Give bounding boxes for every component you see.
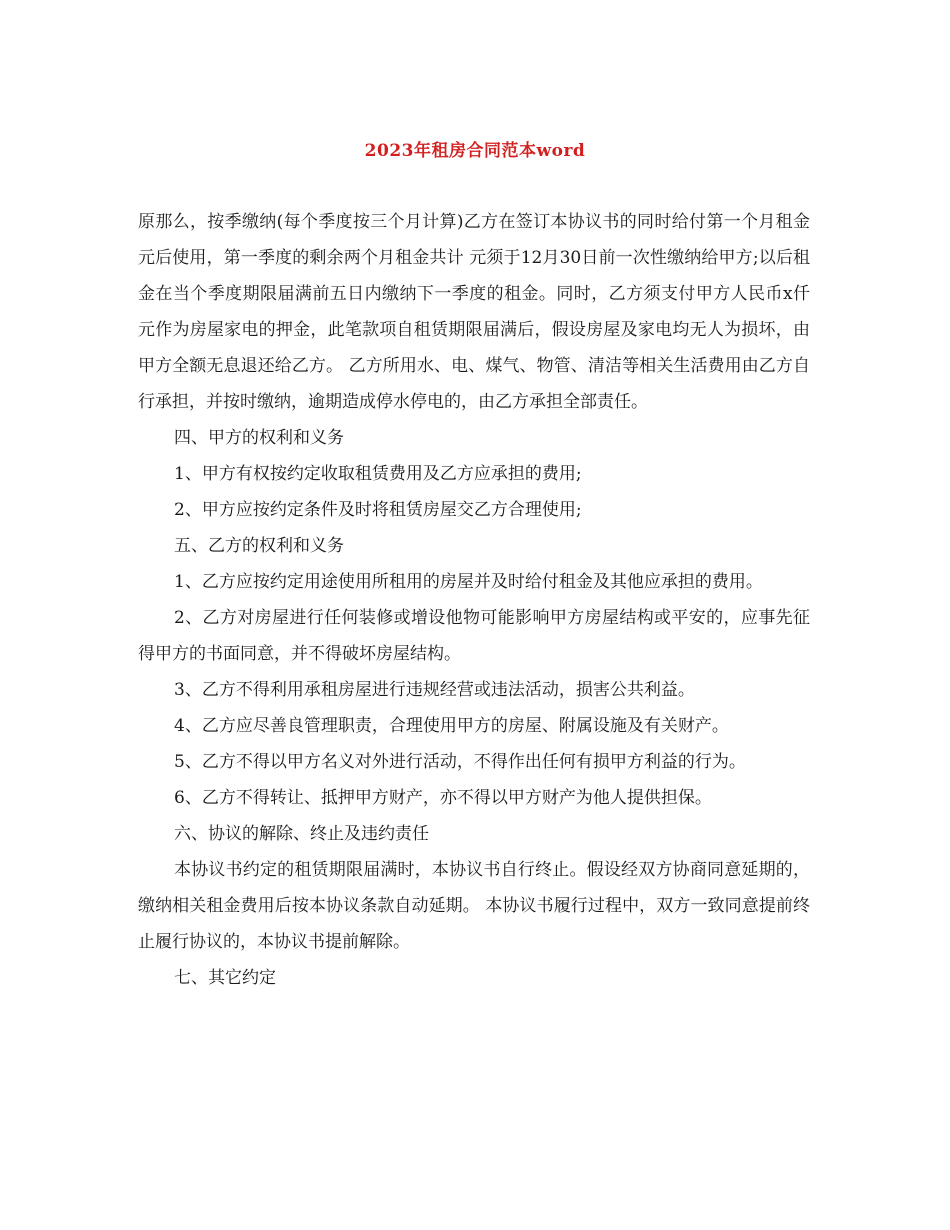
section-heading-party-b-rights: 五、乙方的权利和义务 [174,536,344,556]
document-body [138,204,810,996]
clause-b-5: 5、乙方不得以甲方名义对外进行活动，不得作出任何有损甲方利益的行为。 [174,752,746,772]
paragraph-termination: 本协议书约定的租赁期限届满时，本协议书自行终止。假设经双方协商同意延期的，缴纳相关租金费用后按本协议条款自动延期。 本协议书履行过程中，双方一致同意提前终止履行协议的，本协议书提前解除。 [138,860,810,952]
clause-b-6: 6、乙方不得转让、抵押甲方财产，亦不得以甲方财产为他人提供担保。 [174,788,712,808]
clause-a-2: 2、甲方应按约定条件及时将租赁房屋交乙方合理使用; [174,500,582,520]
section-heading-party-a-rights: 四、甲方的权利和义务 [174,428,344,448]
clause-b-1: 1、乙方应按约定用途使用所租用的房屋并及时给付租金及其他应承担的费用。 [174,572,763,592]
section-heading-other: 七、其它约定 [174,968,276,988]
clause-b-4: 4、乙方应尽善良管理职责，合理使用甲方的房屋、附属设施及有关财产。 [174,716,729,736]
section-heading-termination: 六、协议的解除、终止及违约责任 [174,824,429,844]
document-title: 2023年租房合同范本word [364,141,586,161]
clause-a-1: 1、甲方有权按约定收取租赁费用及乙方应承担的费用; [174,464,582,484]
clause-b-2: 2、乙方对房屋进行任何装修或增设他物可能影响甲方房屋结构或平安的，应事先征得甲方的书面同意，并不得破坏房屋结构。 [138,608,810,664]
clause-b-3: 3、乙方不得利用承租房屋进行违规经营或违法活动，损害公共利益。 [174,680,695,700]
paragraph-rent-payment: 原那么，按季缴纳(每个季度按三个月计算)乙方在签订本协议书的同时给付第一个月租金 元后使用，第一季度的剩余两个月租金共计 元须于12月30日前一次性缴纳给甲方;以后租金在当个季度期限届满前五日内缴纳下一季度的租金。同时，乙方须支付甲方人民币x仟元作为房屋家电的押金，此笔款项自租赁期限届满后，假设房屋及家电均无人为损坏，由甲方全额无息退还给乙方。 乙方所用水、电、煤气、物管、清洁等相关生活费用由乙方自行承担，并按时缴纳，逾期造成停水停电的，由乙方承担全部责任。 [138,212,810,412]
